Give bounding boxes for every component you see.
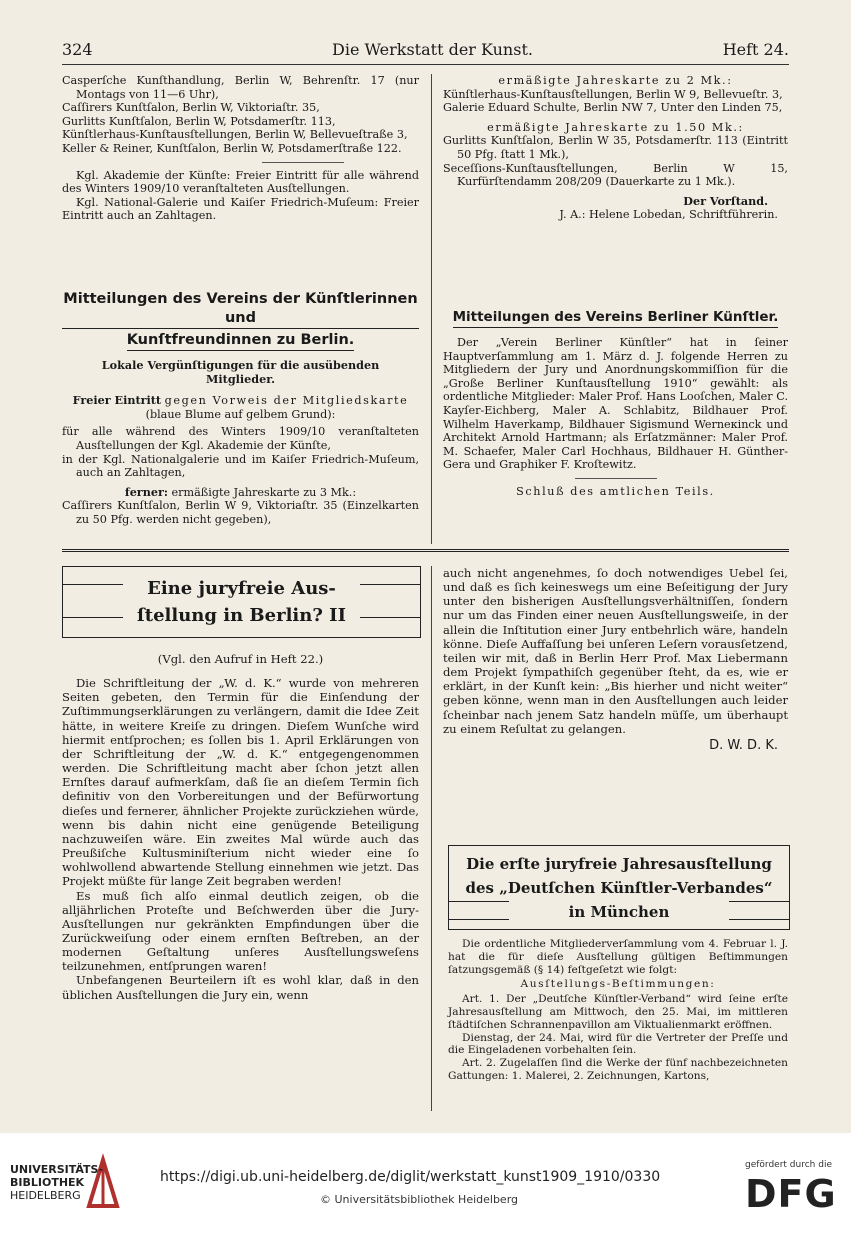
article1-para: Es muß ſich alſo einmal deutlich zeigen, ob die alljährlichen Proteſte und Beſchwerden über die Jury-Ausſtellungen nur gekränkten Empfindungen über die Zurückweiſung oder einem ernſten Beſtreben, an der modernen Geſtaltung unſeres Ausſtellungsweſens teilzunehmen, entſprungen waren! [62,888,419,974]
source-url[interactable]: https://digi.ub.uni-heidelberg.de/diglit/werkstatt_kunst1909_1910/0330 [160,1169,661,1185]
venue-item: Galerie Eduard Schulte, Berlin NW 7, Unter den Linden 75, [443,101,783,115]
article1-body [62,652,419,1002]
footer [0,1133,851,1242]
short-rule [262,162,344,163]
article1-cont: auch nicht angenehmes, ſo doch notwendiges Uebel ſei, und daß es ſich keineswegs um eine Beſeitigung der Jury unter den bisherigen Ausſtellungsverhältniſſen, ſondern nur um das Finden einer neuen Ausſtellungsweiſe, in der allein die Inſtitution einer Jury entbehrlich wäre, handeln könne. Dieſe Auffaſſung bei unſeren Leſern vorausſetzend, teilen wir mit, daß in Berlin Herr Prof. Max Liebermann dem Projekt ſympathiſch gegenüber ſteht, da es, wie er erklärt, in der Kunſt kein: „Bis hierher und nicht weiter“ geben könne, wenn man in den Ausſtellungen auch leider ſcheinbar nach jenem Satz handeln müſſe, um überhaupt zu einem Reſultat zu gelangen. [443,566,788,736]
freier-body: in der Kgl. Nationalgalerie und im Kaiſer Friedrich-Muſeum, auch an Zahltagen, [62,452,419,480]
freier-eintritt-line: Freier Eintritt gegen Vorweis der Mitgliedskarte [72,393,409,408]
vbk-body: Der „Verein Berliner Künſtler“ hat in ſeiner Hauptverſammlung am 1. März d. J. folgende Herren zu Mitgliedern der Jury und Anordnungskommiſſion für die „Große Berliner Kunſtausſtellung 1910“ gewählt: als ordentliche Mitglieder: Maler Prof. Hans Looſchen, Maler C. Kayſer-Eichberg, Maler A. Schlabitz, Bildhauer Prof. Wilhelm Haverkamp, Bildhauer Sigismund Werneкinck und Architekt Arnold Hartmann; als Erſatzmänner: Maler Prof. M. Schaefer, Maler Carl Hochhaus, Bildhauer H. Günther-Gera und Graphiker F. Kroſtewitz. [443,336,788,472]
left-column-top [62,74,419,223]
karte-2mk: ermäßigte Jahreskarte zu 2 Mk.: [498,74,733,87]
column-divider-bottom [431,566,432,1111]
signoff: Der Vorſtand. [683,193,768,208]
dfg-logo: DFG [745,1172,837,1216]
left-section [62,290,419,527]
venue-item: Seceſſions-Kunſtausſtellungen, Berlin W 15, Kurfürſtendamm 208/209 (Dauerkarte zu 1 Mk.). [443,161,788,189]
section-heading-berliner-kuenstler: Mitteilungen des Vereins Berliner Künſtler. [443,306,788,328]
venue-item: Caſſirers Kunſtſalon, Berlin W, Viktoriaſtr. 35, [62,101,320,115]
section-heading-kuenstlerinnen: Mitteilungen des Vereins der Künſtlerinnen und Kunſtfreundinnen zu Berlin. [62,290,419,351]
venue-item: Künſtlerhaus-Kunſtausſtellungen, Berlin W, Bellevueſtraße 3, [62,128,408,142]
header-rule [62,64,789,65]
ferner-line: ferner: ermäßigte Jahreskarte zu 3 Mk.: [124,484,357,499]
article1-ref: (Vgl. den Aufruf in Heft 22.) [157,652,324,666]
article2-art: Art. 1. Der „Deutſche Künſtler-Verband“ wird ſeine erſte Jahresausſtellung am Mittwoch, den 25. Mai, im mittleren ſtädtiſchen Schrannenpavillon am Viktualienmarkt eröffnen. [448,993,788,1031]
section-divider-double [62,549,789,552]
freier-body: für alle während des Winters 1909/10 veranſtalteten Ausſtellungen der Kgl. Akademie der Künſte, [62,425,419,452]
library-name: UNIVERSITÄTS- BIBLIOTHEK HEIDELBERG [10,1163,104,1202]
subheading-verguenstigungen: Lokale Vergünſtigungen für die ausübenden Mitglieder. [101,358,380,386]
galerie-note: Kgl. National-Galerie und Kaiſer Friedrich-Muſeum: Freier Eintritt auch an Zahltagen. [62,195,419,223]
right-column-top [443,74,788,222]
short-rule [575,478,657,479]
ferner-venue: Caſſirers Kunſtſalon, Berlin W 9, Viktoriaſtr. 35 (Einzelkarten zu 50 Pfg. werden nicht gegeben), [62,499,419,526]
signer: J. A.: Helene Lobedan, Schriftführerin. [559,208,778,222]
venue-item: Gurlitts Kunſtſalon, Berlin W 35, Potsdamerſtr. 113 (Eintritt 50 Pfg. ſtatt 1 Mk.), [443,134,788,161]
freier-note: (blaue Blume auf gelbem Grund): [145,407,336,421]
article1-para: Die Schriftleitung der „W. d. K.“ wurde von mehreren Seiten gebeten, den Termin für die Einſendung der Zuſtimmungserklärungen zu verlängern, damit die Idee Zeit hätte, in weitere Kreiſe zu dringen. Dieſem Wunſche wird hiermit entſprochen; es ſollen bis 1. April Erklärungen von der Schriftleitung der „W. d. K.“ entgegengenommen werden. Die Schriftleitung macht aber ſchon jetzt allen Ernſtes darauf aufmerkſam, daß ſie an dieſem Termin ſich definitiv von den Vorbereitungen und der Befürwortung dieſes und fernerer, ähnlicher Projekte zurückziehen würde, wenn bis dahin nicht eine genügende Beteiligung nachzuweiſen wäre. Ein zweites Mal würde auch das Preußiſche Kultusminiſterium nicht wieder eine ſo wohlwollend abwartende Stellung einnehmen wie jetzt. Das Projekt müßte für lange Zeit begraben werden! [62,676,419,889]
funded-by-label: gefördert durch die [745,1160,832,1170]
article1-initials: D. W. D. K. [709,737,778,753]
end-note: Schluß des amtlichen Teils. [516,484,715,498]
page-number: 324 [62,40,93,59]
article2-title: Die erſte juryfreie Jahresausſtellung des „Deutſchen Künſtler-Verbandes“ in München [465,855,773,921]
article1-title-box [62,566,421,638]
karte-150mk: ermäßigte Jahreskarte zu 1.50 Mk.: [487,120,744,134]
article2-title-box [448,845,790,930]
article2-sub: Ausſtellungs-Beſtimmungen: [520,978,716,991]
venue-item: Keller & Reiner, Kunſtſalon, Berlin W, Potsdamerſtraße 122. [62,141,402,155]
copyright: © Universitätsbibliothek Heidelberg [320,1193,519,1206]
issue-number: Heft 24. [722,40,789,59]
article2-body [448,938,788,1083]
venue-item: Gurlitts Kunſtſalon, Berlin W, Potsdamerſtr. 113, [62,114,336,128]
column-divider-top [431,74,432,544]
venue-item: Casperſche Kunſthandlung, Berlin W, Behrenſtr. 17 (nur Montags von 11—6 Uhr), [62,74,419,101]
article1-title: Eine juryfreie Aus- ſtellung in Berlin? II [137,578,346,626]
article2-intro: Die ordentliche Mitgliederverſammlung vom 4. Februar l. J. hat die für dieſe Ausſtellung gültigen Beſtimmungen ſatzungsgemäß (§ 14) feſtgeſetzt wie folgt: [448,938,788,976]
article2-art: Dienstag, der 24. Mai, wird für die Vertreter der Preſſe und die Eingeladenen vorbehalten ſein. [448,1031,788,1057]
academy-note: Kgl. Akademie der Künſte: Freier Eintritt für alle während des Winters 1909/10 veranſtalteten Ausſtellungen. [62,168,419,196]
article2-art: Art. 2. Zugelaſſen ſind die Werke der fünf nachbezeichneten Gattungen: 1. Malerei, 2. Zeichnungen, Kartons, [448,1057,788,1082]
right-section [443,306,788,499]
journal-title: Die Werkstatt der Kunst. [332,40,533,59]
article1-continuation [443,566,788,753]
venue-item: Künſtlerhaus-Kunſtausſtellungen, Berlin W 9, Bellevueſtr. 3, [443,87,783,101]
article1-para: Unbefangenen Beurteilern iſt es wohl klar, daß in den üblichen Ausſtellungen die Jury ein, wenn [62,973,419,1002]
running-header [62,40,789,62]
